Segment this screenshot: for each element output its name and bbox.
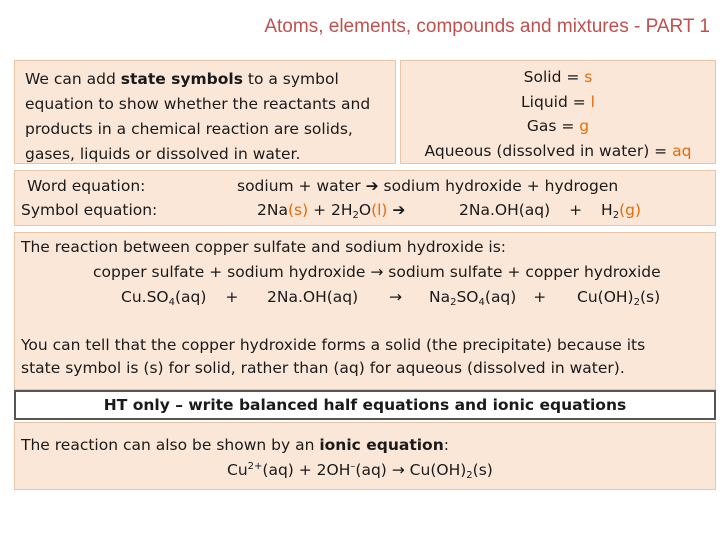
cu-charge: 2+ — [247, 461, 263, 472]
sym-plus: + — [569, 201, 583, 219]
so4: SO — [456, 288, 479, 306]
solid-row — [407, 65, 709, 90]
ionic-intro — [21, 436, 449, 454]
reaction-box — [14, 232, 716, 390]
gas-label: Gas = — [526, 117, 580, 135]
plus: + — [533, 288, 547, 306]
intro-text-2: to a symbol equation to show whether the reactants and products in a chemical reaction are solids, gases, liquids or dissolved in water. — [25, 70, 371, 163]
page-title: Atoms, elements, compounds and mixtures - PART 1 — [264, 16, 710, 37]
cuso4: Cu.SO — [121, 288, 169, 306]
liquid-label: Liquid = — [521, 92, 591, 111]
cuoh-sub: 2 — [633, 297, 640, 308]
solid-label: Solid = — [523, 68, 585, 86]
word-products: sodium hydroxide + hydrogen — [383, 177, 619, 195]
arrow-icon: ➔ — [392, 201, 406, 219]
symbol-equation — [257, 201, 405, 219]
ht-only-banner: HT only – write balanced half equations and ionic equations — [14, 390, 716, 420]
gas-row — [407, 114, 709, 139]
ionic-text-1: The reaction can also be shown by an — [21, 436, 320, 454]
intro-box — [14, 60, 396, 164]
reaction-products — [429, 288, 546, 306]
ionic-colon: : — [443, 436, 449, 454]
cuoh-state: (s) — [472, 461, 493, 479]
sym-o: O — [358, 201, 372, 219]
word-reactants: sodium + water — [237, 177, 361, 195]
oh-rest: (aq) → Cu(OH) — [355, 461, 467, 479]
sym-na: 2Na — [257, 201, 288, 219]
cu: Cu — [227, 461, 248, 479]
na2: Na — [429, 288, 451, 306]
aqueous-row — [407, 139, 709, 164]
sym-h2-sub: 2 — [612, 210, 620, 221]
intro-bold-state-symbols: state symbols — [120, 70, 243, 88]
reaction-word-equation: copper sulfate + sodium hydroxide → sodium sulfate + copper hydroxide — [93, 263, 661, 281]
cuso4-state: (aq) — [175, 288, 207, 306]
state-symbols-box — [400, 60, 716, 164]
sym-h-sub: 2 — [352, 210, 359, 221]
ionic-equation — [227, 461, 493, 479]
sym-state-s: (s) — [287, 201, 309, 219]
symbol-equation-label: Symbol equation: — [21, 201, 158, 219]
reaction-cuoh2 — [577, 288, 660, 306]
sym-h: + 2H — [308, 201, 353, 219]
liquid-row — [407, 90, 709, 115]
reaction-intro: The reaction between copper sulfate and sodium hydroxide is: — [21, 238, 507, 256]
arrow-icon: ➔ — [365, 177, 379, 195]
word-equation — [237, 177, 618, 195]
cuoh-state: (s) — [639, 288, 661, 306]
cuoh: Cu(OH) — [577, 288, 634, 306]
reaction-reactants — [121, 288, 238, 306]
symbol-products — [459, 201, 641, 219]
oh-charge: – — [350, 461, 356, 472]
intro-text-1: We can add — [25, 70, 121, 88]
equations-box — [14, 170, 716, 226]
gas-symbol: g — [579, 117, 590, 135]
cuso4-sub: 4 — [168, 297, 175, 308]
sym-state-g: (g) — [619, 201, 642, 219]
aqueous-label: Aqueous (dissolved in water) = — [424, 141, 673, 160]
precipitate-explanation: You can tell that the copper hydroxide forms a solid (the precipitate) because its state symbol is (s) for solid, rather than (aq) for aqueous (dissolved in water). — [21, 336, 646, 377]
so4-state: (aq) — [484, 288, 517, 306]
word-equation-label: Word equation: — [27, 177, 146, 195]
so4-sub: 4 — [478, 297, 485, 308]
aqueous-symbol: aq — [672, 141, 692, 160]
na2-sub: 2 — [450, 297, 457, 308]
ionic-box — [14, 422, 716, 490]
arrow-icon: → — [389, 288, 402, 306]
solid-symbol: s — [584, 68, 593, 86]
sym-state-l: (l) — [371, 201, 388, 219]
sym-h2: H — [601, 201, 613, 219]
plus: + — [225, 288, 239, 306]
cu-rest: (aq) + 2OH — [262, 461, 351, 479]
liquid-symbol: l — [590, 92, 595, 111]
cuoh-sub: 2 — [466, 470, 473, 481]
sym-naoh: 2Na.OH(aq) — [459, 201, 551, 219]
reaction-naoh: 2Na.OH(aq) — [267, 288, 359, 306]
ionic-bold: ionic equation — [319, 436, 444, 454]
